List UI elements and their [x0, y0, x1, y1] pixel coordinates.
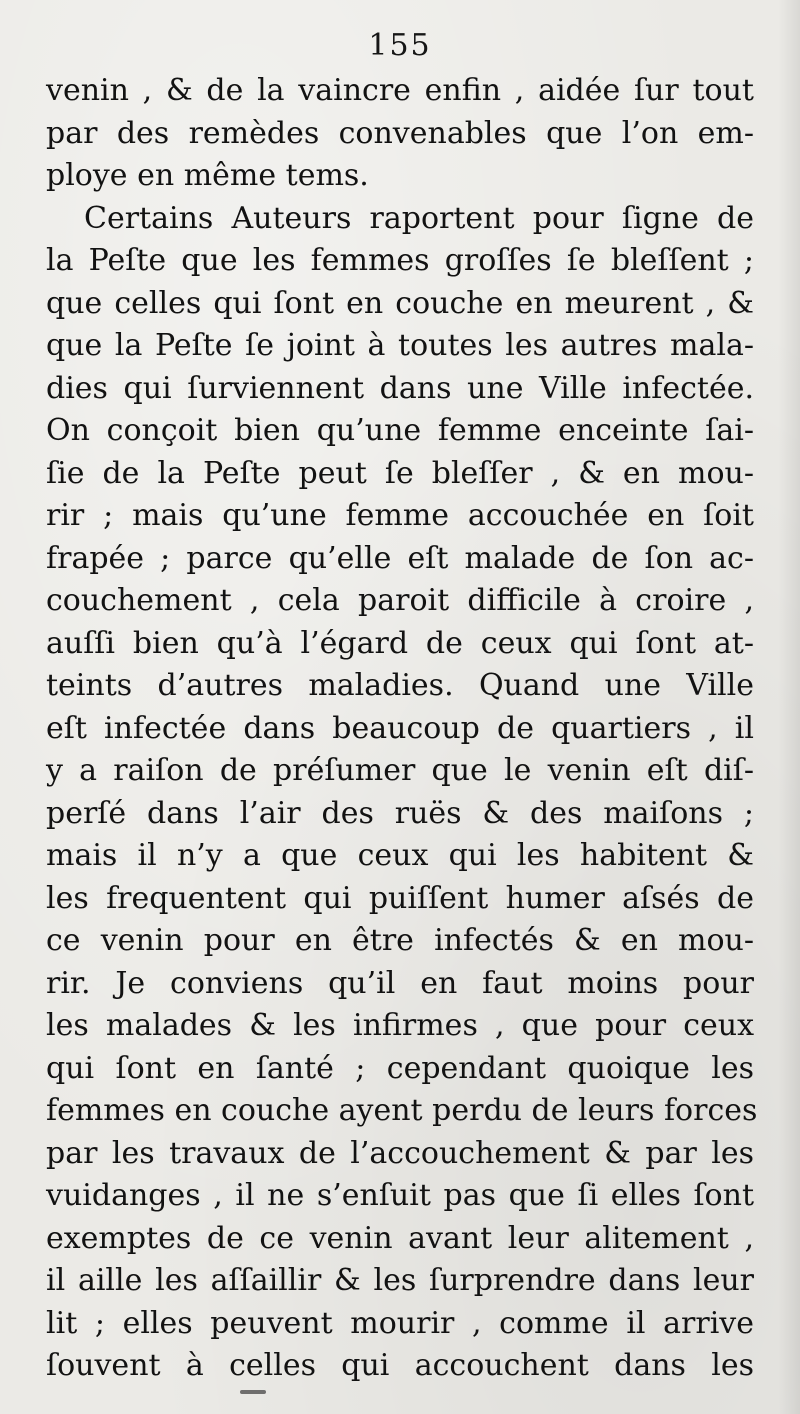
text-line: les frequentent qui puiſſent humer aſsés de [46, 880, 754, 916]
text-line: exemptes de ce venin avant leur alitement , [46, 1220, 754, 1256]
text-line: par les travaux de l’accouchement & par les [46, 1135, 754, 1171]
text-line: rir. Je conviens qu’il en faut moins pour [46, 965, 754, 1001]
text-line: lit ; elles peuvent mourir , comme il arrive [46, 1305, 754, 1341]
text-line: ce venin pour en être infectés & en mou- [46, 923, 754, 958]
text-line: frapée ; parce qu’elle eſt malade de ſon ac- [46, 540, 754, 576]
text-line: il aille les aſſaillir & les ſurprendre dans leur [46, 1263, 754, 1298]
text-line: rir ; mais qu’une femme accouchée en ſoit [46, 498, 754, 533]
text-line: que la Peſte ſe joint à toutes les autres mala- [46, 328, 754, 363]
text-line: Certains Auteurs raportent pour ſigne de [84, 200, 754, 236]
text-line: auſſi bien qu’à l’égard de ceux qui ſont at- [46, 625, 754, 661]
text-line: que celles qui ſont en couche en meurent , & [46, 285, 754, 321]
text-line: teints d’autres maladies. Quand une Ville [46, 668, 754, 703]
text-line: venin , & de la vaincre enfin , aidée ſur tout [46, 73, 754, 108]
text-line: eſt infectée dans beaucoup de quartiers , il [46, 710, 754, 746]
page-edge-shadow [778, 0, 800, 1414]
text-line: les malades & les infirmes , que pour ceux [46, 1008, 754, 1043]
text-line: la Peſte que les femmes groſſes ſe bleſſent ; [46, 243, 754, 278]
text-line: mais il n’y a que ceux qui les habitent & [46, 838, 754, 873]
text-line: dies qui ſurviennent dans une Ville infectée. [46, 370, 754, 406]
text-line: vuidanges , il ne s’enſuit pas que ſi elles ſont [46, 1178, 754, 1213]
text-line: couchement , cela paroit difficile à croire , [46, 583, 754, 618]
text-line: ploye en même tems. [46, 158, 369, 193]
page-number: 155 [368, 28, 432, 63]
text-line: y a raiſon de préſumer que le venin eſt diſ- [46, 753, 754, 788]
text-line: ſie de la Peſte peut ſe bleſſer , & en mou- [46, 455, 754, 491]
ink-mark [240, 1390, 266, 1394]
text-line: ſouvent à celles qui accouchent dans les [46, 1348, 754, 1383]
text-line: perſé dans l’air des ruës & des maiſons ; [46, 795, 754, 831]
text-line: On conçoit bien qu’une femme enceinte ſai- [46, 413, 754, 448]
body-text [46, 70, 758, 1388]
text-line: qui ſont en ſanté ; cependant quoique les [46, 1050, 754, 1086]
text-line: par des remèdes convenables que l’on em- [46, 115, 754, 151]
text-line: femmes en couche ayent perdu de leurs forces [46, 1093, 758, 1128]
